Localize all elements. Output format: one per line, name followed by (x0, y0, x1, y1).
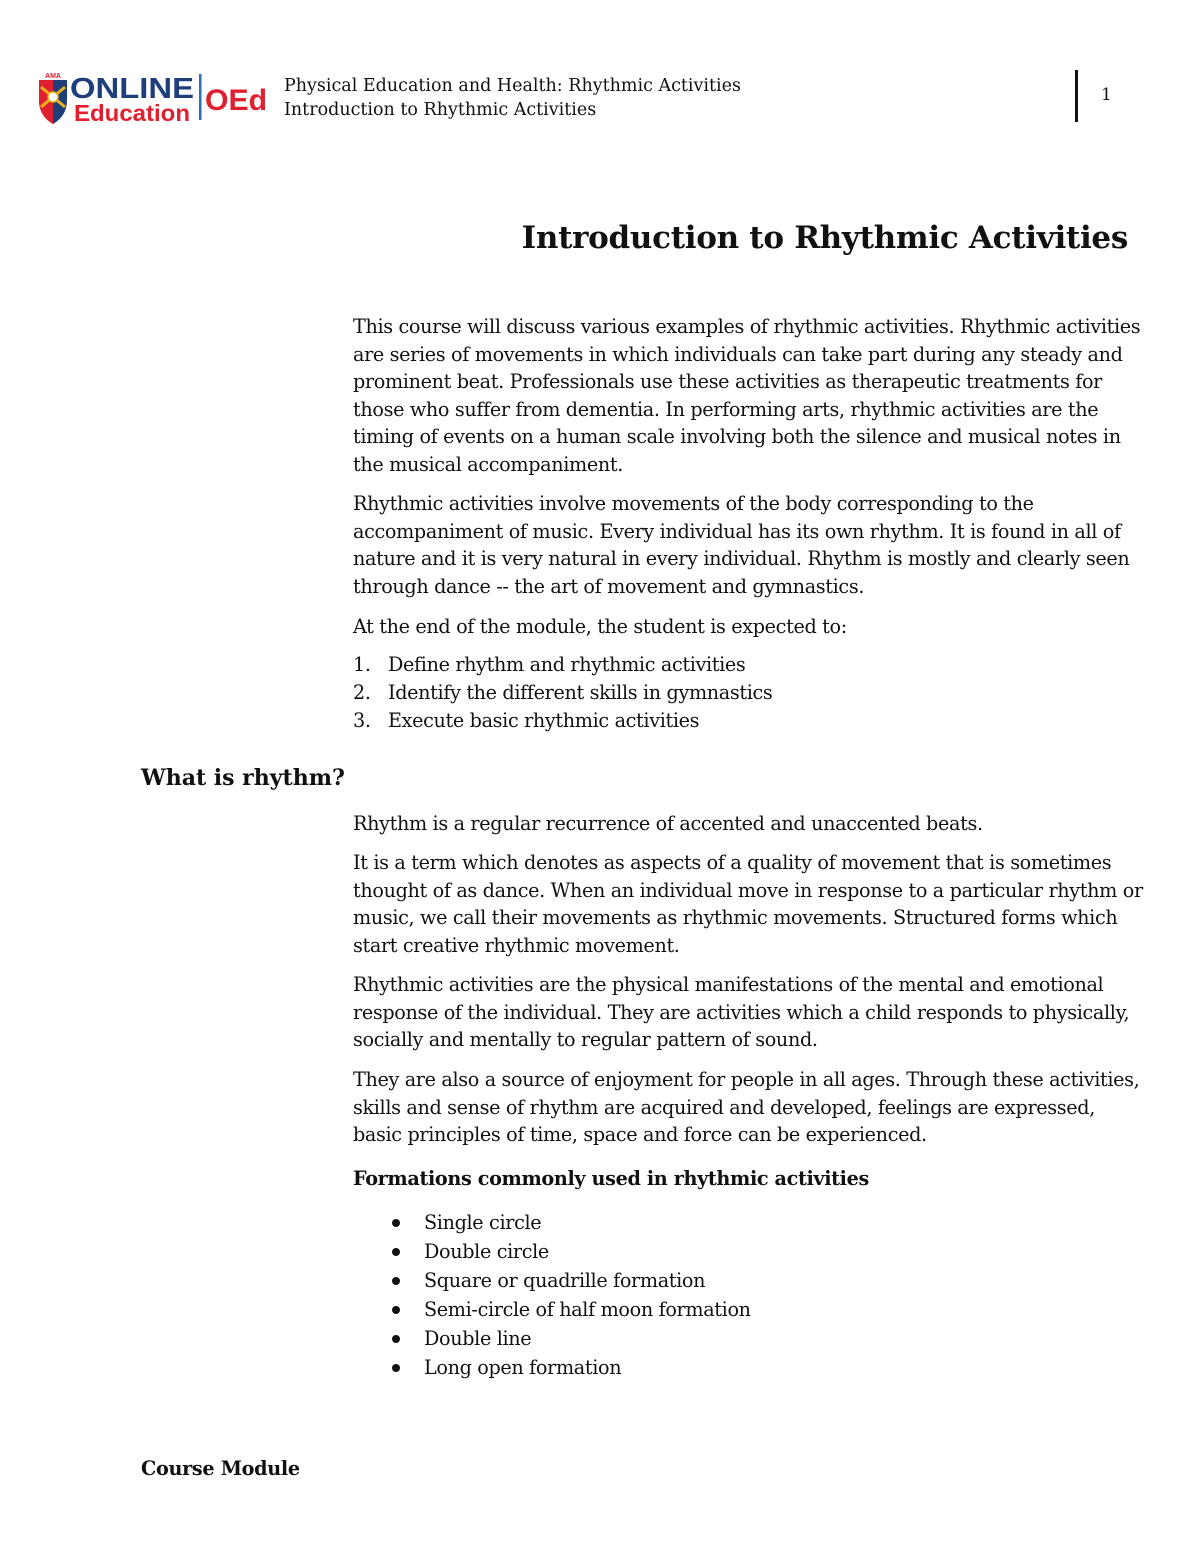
list-item-text: Semi-circle of half moon formation (424, 1298, 751, 1322)
logo-oed-text: OEd (205, 84, 267, 117)
formations-list (387, 1208, 751, 1383)
footer-course-module: Course Module (141, 1457, 300, 1480)
rhythm-paragraph-4: They are also a source of enjoyment for people in all ages. Through these activities, skills and sense of rhythm are acquired and developed, feelings are expressed, basic principles of time, space and force can be experienced. (353, 1068, 1140, 1146)
list-item-text: Double line (424, 1327, 532, 1351)
list-item (387, 1208, 751, 1237)
list-item (353, 707, 772, 735)
document-title: Introduction to Rhythmic Activities (521, 220, 1128, 256)
section-heading: What is rhythm? (141, 765, 345, 791)
list-item (387, 1266, 751, 1295)
objectives-list (353, 651, 772, 734)
list-item (387, 1237, 751, 1266)
list-item-text: Long open formation (424, 1356, 622, 1380)
ama-mark-text: AMA (45, 73, 61, 80)
list-item-number: 1. (353, 653, 371, 676)
list-item-text: Identify the different skills in gymnastics (388, 680, 773, 704)
list-item-text: Define rhythm and rhythmic activities (388, 653, 746, 676)
list-item-number: 3. (353, 708, 371, 732)
logo-online-text: ONLINE (70, 73, 194, 105)
objectives-intro: At the end of the module, the student is expected to: (353, 615, 847, 638)
header-topic-title: Introduction to Rhythmic Activities (284, 100, 597, 120)
header-course-info (284, 74, 741, 122)
list-item-text: Double circle (424, 1240, 549, 1264)
list-item-text: Square or quadrille formation (424, 1269, 706, 1293)
header-divider (1075, 70, 1078, 122)
bullet-icon (392, 1306, 400, 1314)
logo-education-text: Education (74, 100, 190, 126)
formations-heading: Formations commonly used in rhythmic activities (353, 1167, 869, 1190)
page-header (0, 0, 1200, 140)
logo-divider (199, 74, 202, 120)
list-item-text: Single circle (424, 1211, 542, 1234)
bullet-icon (392, 1277, 400, 1285)
bullet-icon (392, 1248, 400, 1256)
list-item (387, 1295, 751, 1324)
ama-shield-icon (39, 73, 67, 124)
bullet-icon (392, 1364, 400, 1372)
list-item (353, 679, 772, 707)
bullet-icon (392, 1335, 400, 1343)
header-course-title: Physical Education and Health: Rhythmic Activities (284, 76, 741, 96)
list-item (387, 1353, 751, 1382)
intro-paragraph-1: This course will discuss various examples of rhythmic activities. Rhythmic activities are series of movements in which individuals can take part during any steady and prominent beat. Professionals use these activities as therapeutic treatments for those who suffer from dementia. In performing arts, rhythmic activities are the timing of events on a human scale involving both the silence and musical notes in the musical accompaniment. (353, 315, 1141, 476)
list-item (353, 651, 772, 679)
list-item (387, 1324, 751, 1353)
list-item-number: 2. (353, 680, 371, 704)
rhythm-paragraph-1: Rhythm is a regular recurrence of accented and unaccented beats. (353, 812, 983, 835)
intro-paragraph-2: Rhythmic activities involve movements of the body corresponding to the accompaniment of music. Every individual has its own rhythm. It is found in all of nature and it is very natural in every individual. Rhythm is mostly and clearly seen through dance -- the art of movement and gymnastics. (353, 492, 1130, 598)
page-number: 1 (1101, 85, 1112, 105)
online-education-logo (36, 70, 272, 126)
rhythm-paragraph-3: Rhythmic activities are the physical manifestations of the mental and emotional response of the individual. They are activities which a child responds to physically, socially and mentally to regular pattern of sound. (353, 973, 1130, 1051)
list-item-text: Execute basic rhythmic activities (388, 708, 700, 732)
rhythm-paragraph-2: It is a term which denotes as aspects of a quality of movement that is sometimes thought of as dance. When an individual move in response to a particular rhythm or music, we call their movements as rhythmic movements. Structured forms which start creative rhythmic movement. (353, 851, 1143, 957)
bullet-icon (392, 1219, 400, 1227)
